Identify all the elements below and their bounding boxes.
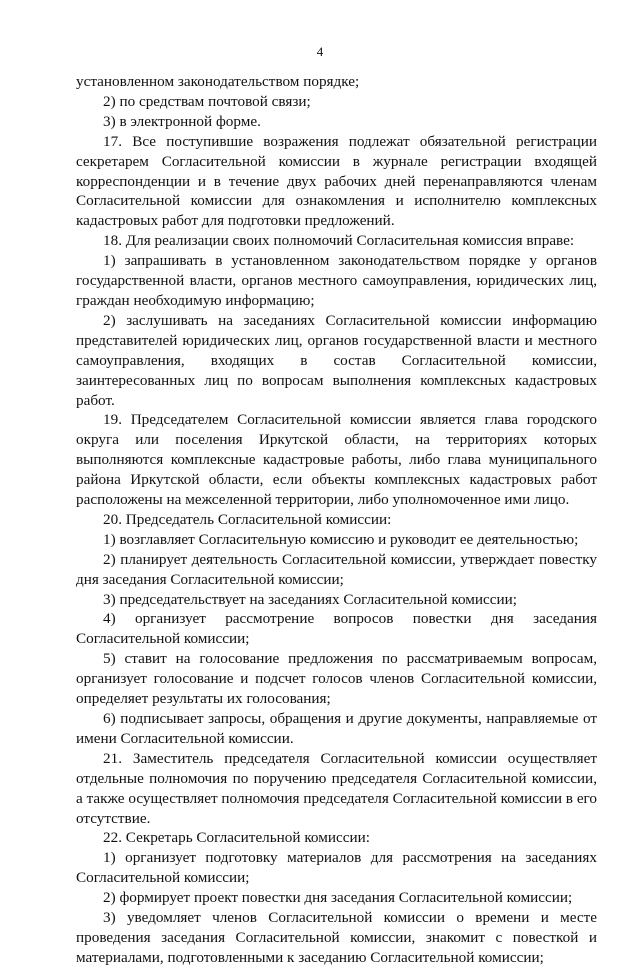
clause-20-item-5: 5) ставит на голосование предложения по рассматриваемым вопросам, организует голосование и подсчет голосов членов Согласительной комиссии, определяет результаты их голосования; (76, 650, 597, 708)
clause-22: 22. Секретарь Согласительной комиссии: (103, 829, 370, 847)
clause-18-item-2: 2) заслушивать на заседаниях Согласительной комиссии информацию представителей юридических лиц, органов государственной власти и местного самоуправления, входящих в состав Согласительной комиссии, заинтересованных лиц по вопросам выполнения комплексных кадастровых работ. (76, 311, 597, 409)
clause-18: 18. Для реализации своих полномочий Согласительная комиссия вправе: (103, 232, 575, 250)
clause-20: 20. Председатель Согласительной комиссии: (103, 510, 392, 528)
clause-20-item-4: 4) организует рассмотрение вопросов повестки дня заседания Согласительной комиссии; (76, 610, 597, 648)
clause-22-item-3: 3) уведомляет членов Согласительной комиссии о времени и месте проведения заседания Согласительной комиссии, знакомит с повесткой и материалами, подготовленными к заседанию Согласительной комиссии; (76, 909, 597, 966)
clause-22-item-1: 1) организует подготовку материалов для рассмотрения на заседаниях Согласительной комиссии; (76, 849, 597, 887)
list-item-2-postal: 2) по средствам почтовой связи; (103, 92, 311, 110)
paragraph-continuation: установленном законодательством порядке; (76, 73, 360, 90)
clause-22-item-2: 2) формирует проект повестки дня заседания Согласительной комиссии; (103, 889, 573, 907)
clause-20-item-6: 6) подписывает запросы, обращения и другие документы, направляемые от имени Согласительной комиссии. (76, 710, 597, 747)
page-number: 4 (316, 44, 324, 59)
clause-20-item-1: 1) возглавляет Согласительную комиссию и руководит ее деятельностью; (103, 530, 579, 548)
list-item-3-electronic: 3) в электронной форме. (103, 112, 261, 130)
clause-18-item-1: 1) запрашивать в установленном законодательством порядке у органов государственной власти, органов местного самоуправления, юридических лиц, граждан необходимую информацию; (76, 252, 597, 309)
document-body (76, 72, 597, 968)
clause-17: 17. Все поступившие возражения подлежат обязательной регистрации секретарем Согласительной комиссии в журнале регистрации входящей корреспонденции и в течение двух рабочих дней перенаправляются членам Согласительной комиссии для ознакомления и исполнителю комплексных кадастровых работ для подготовки предложений. (76, 132, 597, 230)
clause-21: 21. Заместитель председателя Согласительной комиссии осуществляет отдельные полномочия по поручению председателя Согласительной комиссии, а также осуществляет полномочия председателя Согласительной комиссии в его отсутствие. (76, 749, 597, 827)
clause-20-item-3: 3) председательствует на заседаниях Согласительной комиссии; (103, 590, 517, 608)
clause-19: 19. Председателем Согласительной комиссии является глава городского округа или поселения Иркутской области, на территориях которых выполняются комплексные кадастровые работы, либо глава муниципального района Иркутской области, если объекты комплексных кадастровых работ расположены на межселенной территории, либо уполномоченное ими лицо. (76, 411, 597, 509)
clause-20-item-2: 2) планирует деятельность Согласительной комиссии, утверждает повестку дня заседания Согласительной комиссии; (76, 550, 597, 588)
